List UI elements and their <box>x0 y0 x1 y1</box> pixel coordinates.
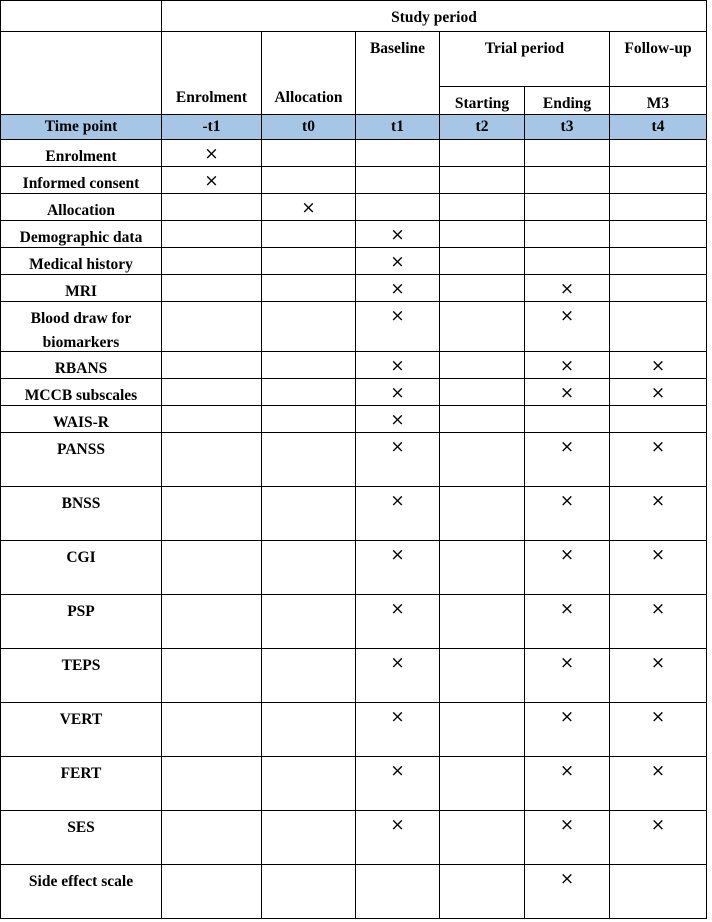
time-point-cell: t1 <box>356 115 440 140</box>
row-label: Allocation <box>1 194 162 221</box>
schedule-cell <box>440 487 525 541</box>
schedule-cell <box>262 221 356 248</box>
row-label: WAIS-R <box>1 406 162 433</box>
row-label: TEPS <box>1 649 162 703</box>
schedule-cell <box>440 541 525 595</box>
check-mark-icon: × <box>390 599 405 619</box>
schedule-cell <box>262 595 356 649</box>
schedule-cell <box>262 140 356 167</box>
schedule-cell <box>262 865 356 919</box>
schedule-cell <box>525 541 610 595</box>
schedule-cell <box>262 703 356 757</box>
time-point-cell: t3 <box>525 115 610 140</box>
schedule-cell <box>162 811 262 865</box>
schedule-cell <box>525 140 610 167</box>
schedule-cell <box>262 649 356 703</box>
schedule-cell <box>440 379 525 406</box>
check-mark-icon: × <box>559 356 575 376</box>
check-mark-icon: × <box>650 815 666 835</box>
row-label: SES <box>1 811 162 865</box>
schedule-cell <box>440 433 525 487</box>
check-mark-icon: × <box>390 225 405 245</box>
schedule-cell <box>440 302 525 352</box>
schedule-cell <box>262 811 356 865</box>
time-point-cell: t0 <box>262 115 356 140</box>
schedule-cell <box>262 541 356 595</box>
schedule-cell <box>610 221 707 248</box>
schedule-cell <box>162 167 262 194</box>
schedule-cell <box>440 352 525 379</box>
schedule-cell <box>356 248 440 275</box>
schedule-cell <box>356 352 440 379</box>
row-label: RBANS <box>1 352 162 379</box>
enrolment-header: Enrolment <box>162 32 262 115</box>
schedule-cell <box>525 406 610 433</box>
schedule-cell <box>525 649 610 703</box>
schedule-cell <box>440 140 525 167</box>
schedule-cell <box>356 406 440 433</box>
header-blank-cell <box>1 32 162 115</box>
check-mark-icon: × <box>650 761 666 781</box>
row-label: PSP <box>1 595 162 649</box>
schedule-cell <box>440 649 525 703</box>
row-label: Informed consent <box>1 167 162 194</box>
check-mark-icon: × <box>559 491 575 511</box>
check-mark-icon: × <box>650 599 666 619</box>
schedule-cell <box>440 865 525 919</box>
schedule-cell <box>610 757 707 811</box>
schedule-cell <box>262 379 356 406</box>
check-mark-icon: × <box>650 653 666 673</box>
check-mark-icon: × <box>390 252 405 272</box>
schedule-cell <box>262 757 356 811</box>
schedule-cell <box>610 302 707 352</box>
schedule-cell <box>162 757 262 811</box>
schedule-cell <box>610 140 707 167</box>
check-mark-icon: × <box>390 653 405 673</box>
schedule-cell <box>525 352 610 379</box>
schedule-cell <box>525 865 610 919</box>
schedule-cell <box>162 595 262 649</box>
schedule-cell <box>525 487 610 541</box>
schedule-cell <box>525 379 610 406</box>
schedule-cell <box>356 757 440 811</box>
trial-period-header: Trial period <box>440 32 610 87</box>
schedule-cell <box>440 275 525 302</box>
schedule-cell <box>262 406 356 433</box>
row-label: MCCB subscales <box>1 379 162 406</box>
schedule-cell <box>162 433 262 487</box>
schedule-cell <box>356 275 440 302</box>
schedule-cell <box>440 703 525 757</box>
schedule-cell <box>610 167 707 194</box>
schedule-cell <box>356 221 440 248</box>
schedule-cell <box>440 595 525 649</box>
schedule-cell <box>610 433 707 487</box>
check-mark-icon: × <box>390 306 405 326</box>
row-label: BNSS <box>1 487 162 541</box>
schedule-cell <box>525 302 610 352</box>
row-label: CGI <box>1 541 162 595</box>
check-mark-icon: × <box>559 815 575 835</box>
schedule-cell <box>525 194 610 221</box>
schedule-cell <box>262 248 356 275</box>
schedule-cell <box>525 595 610 649</box>
schedule-cell <box>162 140 262 167</box>
check-mark-icon: × <box>390 437 405 457</box>
schedule-cell <box>262 194 356 221</box>
check-mark-icon: × <box>650 437 666 457</box>
schedule-cell <box>525 757 610 811</box>
header-blank-cell <box>1 1 162 32</box>
schedule-cell <box>356 379 440 406</box>
check-mark-icon: × <box>650 356 666 376</box>
schedule-cell <box>262 302 356 352</box>
schedule-cell <box>162 406 262 433</box>
schedule-cell <box>356 703 440 757</box>
check-mark-icon: × <box>559 653 575 673</box>
check-mark-icon: × <box>204 144 219 164</box>
check-mark-icon: × <box>301 198 316 218</box>
schedule-cell <box>525 248 610 275</box>
schedule-cell <box>525 275 610 302</box>
check-mark-icon: × <box>650 383 666 403</box>
row-label: Demographic data <box>1 221 162 248</box>
schedule-cell <box>162 379 262 406</box>
row-label: PANSS <box>1 433 162 487</box>
check-mark-icon: × <box>390 761 405 781</box>
time-point-cell: t4 <box>610 115 707 140</box>
schedule-cell <box>610 248 707 275</box>
schedule-cell <box>356 865 440 919</box>
check-mark-icon: × <box>390 383 405 403</box>
schedule-cell <box>162 865 262 919</box>
row-label: MRI <box>1 275 162 302</box>
schedule-cell <box>356 595 440 649</box>
check-mark-icon: × <box>559 383 575 403</box>
check-mark-icon: × <box>559 545 575 565</box>
check-mark-icon: × <box>390 815 405 835</box>
schedule-cell <box>162 703 262 757</box>
schedule-cell <box>525 703 610 757</box>
schedule-cell <box>356 649 440 703</box>
row-label: Medical history <box>1 248 162 275</box>
schedule-cell <box>356 194 440 221</box>
schedule-cell <box>162 649 262 703</box>
row-label: VERT <box>1 703 162 757</box>
schedule-cell <box>262 487 356 541</box>
check-mark-icon: × <box>390 707 405 727</box>
schedule-cell <box>610 352 707 379</box>
study-period-header: Study period <box>162 1 707 32</box>
schedule-cell <box>162 248 262 275</box>
schedule-cell <box>525 221 610 248</box>
check-mark-icon: × <box>559 869 575 889</box>
follow-up-header: Follow-up <box>610 32 707 87</box>
time-point-cell: -t1 <box>162 115 262 140</box>
schedule-cell <box>610 275 707 302</box>
schedule-cell <box>162 487 262 541</box>
check-mark-icon: × <box>559 279 575 299</box>
schedule-cell <box>356 541 440 595</box>
schedule-cell <box>610 595 707 649</box>
schedule-cell <box>162 352 262 379</box>
schedule-cell <box>162 194 262 221</box>
schedule-cell <box>440 167 525 194</box>
schedule-cell <box>356 811 440 865</box>
schedule-cell <box>262 275 356 302</box>
schedule-cell <box>356 167 440 194</box>
check-mark-icon: × <box>390 410 405 430</box>
row-label: Side effect scale <box>1 865 162 919</box>
schedule-cell <box>262 167 356 194</box>
schedule-cell <box>610 703 707 757</box>
schedule-cell <box>525 811 610 865</box>
schedule-cell <box>525 433 610 487</box>
row-label: FERT <box>1 757 162 811</box>
starting-header: Starting <box>440 87 525 115</box>
ending-header: Ending <box>525 87 610 115</box>
schedule-cell <box>262 433 356 487</box>
baseline-header: Baseline <box>356 32 440 115</box>
schedule-cell <box>610 406 707 433</box>
schedule-cell <box>610 811 707 865</box>
schedule-cell <box>440 406 525 433</box>
schedule-cell <box>162 541 262 595</box>
schedule-cell <box>356 302 440 352</box>
allocation-header: Allocation <box>262 32 356 115</box>
check-mark-icon: × <box>390 279 405 299</box>
schedule-cell <box>440 221 525 248</box>
check-mark-icon: × <box>390 491 405 511</box>
check-mark-icon: × <box>390 356 405 376</box>
schedule-cell <box>610 649 707 703</box>
schedule-cell <box>610 865 707 919</box>
check-mark-icon: × <box>559 599 575 619</box>
check-mark-icon: × <box>650 491 666 511</box>
check-mark-icon: × <box>559 306 575 326</box>
check-mark-icon: × <box>650 545 666 565</box>
check-mark-icon: × <box>390 545 405 565</box>
schedule-cell <box>525 167 610 194</box>
schedule-cell <box>440 757 525 811</box>
schedule-cell <box>610 379 707 406</box>
row-label: Blood draw for biomarkers <box>1 302 162 352</box>
schedule-cell <box>610 541 707 595</box>
schedule-cell <box>162 302 262 352</box>
schedule-cell <box>440 194 525 221</box>
check-mark-icon: × <box>559 761 575 781</box>
schedule-cell <box>162 221 262 248</box>
check-mark-icon: × <box>559 437 575 457</box>
check-mark-icon: × <box>559 707 575 727</box>
schedule-cell <box>440 811 525 865</box>
schedule-cell <box>356 140 440 167</box>
schedule-cell <box>610 194 707 221</box>
schedule-cell <box>356 487 440 541</box>
time-point-cell: t2 <box>440 115 525 140</box>
check-mark-icon: × <box>204 171 219 191</box>
schedule-cell <box>356 433 440 487</box>
row-label: Enrolment <box>1 140 162 167</box>
time-point-label: Time point <box>1 115 162 140</box>
schedule-cell <box>610 487 707 541</box>
schedule-cell <box>440 248 525 275</box>
schedule-cell <box>162 275 262 302</box>
schedule-cell <box>262 352 356 379</box>
check-mark-icon: × <box>650 707 666 727</box>
m3-header: M3 <box>610 87 707 115</box>
